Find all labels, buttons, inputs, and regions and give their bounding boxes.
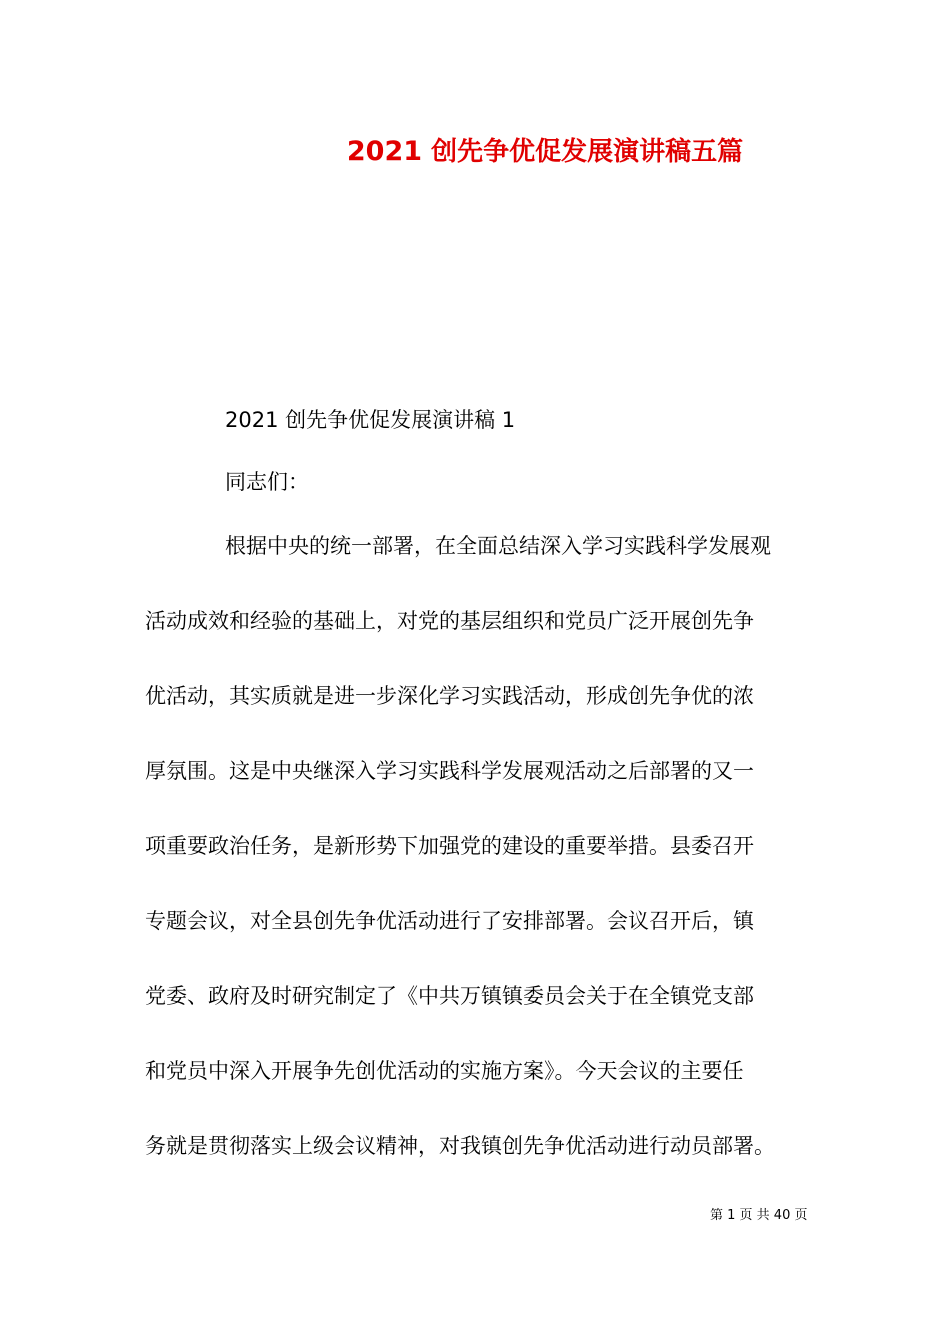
title-text: 创先争优促发展演讲稿五篇 — [431, 137, 744, 167]
body-line: 党委、政府及时研究制定了《中共万镇镇委员会关于在全镇党支部 — [145, 984, 754, 1008]
body-line: 项重要政治任务，是新形势下加强党的建设的重要举措。县委召开 — [145, 834, 754, 858]
body-line: 和党员中深入开展争先创优活动的实施方案》。今天会议的主要任 — [145, 1059, 744, 1083]
body-line: 专题会议，对全县创先争优活动进行了安排部署。会议召开后，镇 — [145, 909, 754, 933]
body-line: 厚氛围。这是中央继深入学习实践科学发展观活动之后部署的又一 — [145, 759, 754, 783]
title-year: 2021 — [346, 136, 423, 167]
section-heading: 2021 创先争优促发展演讲稿 1 — [225, 408, 516, 432]
document-title — [0, 132, 950, 172]
body-line: 优活动，其实质就是进一步深化学习实践活动，形成创先争优的浓 — [145, 684, 754, 708]
body-line: 活动成效和经验的基础上，对党的基层组织和党员广泛开展创先争 — [145, 609, 754, 633]
page-indicator: 第 1 页 共 40 页 — [710, 1208, 808, 1223]
body-line: 务就是贯彻落实上级会议精神，对我镇创先争优活动进行动员部署。 — [145, 1134, 775, 1158]
body-paragraph — [145, 530, 825, 1205]
salutation: 同志们： — [225, 470, 309, 494]
body-line: 根据中央的统一部署，在全面总结深入学习实践科学发展观 — [225, 534, 771, 558]
